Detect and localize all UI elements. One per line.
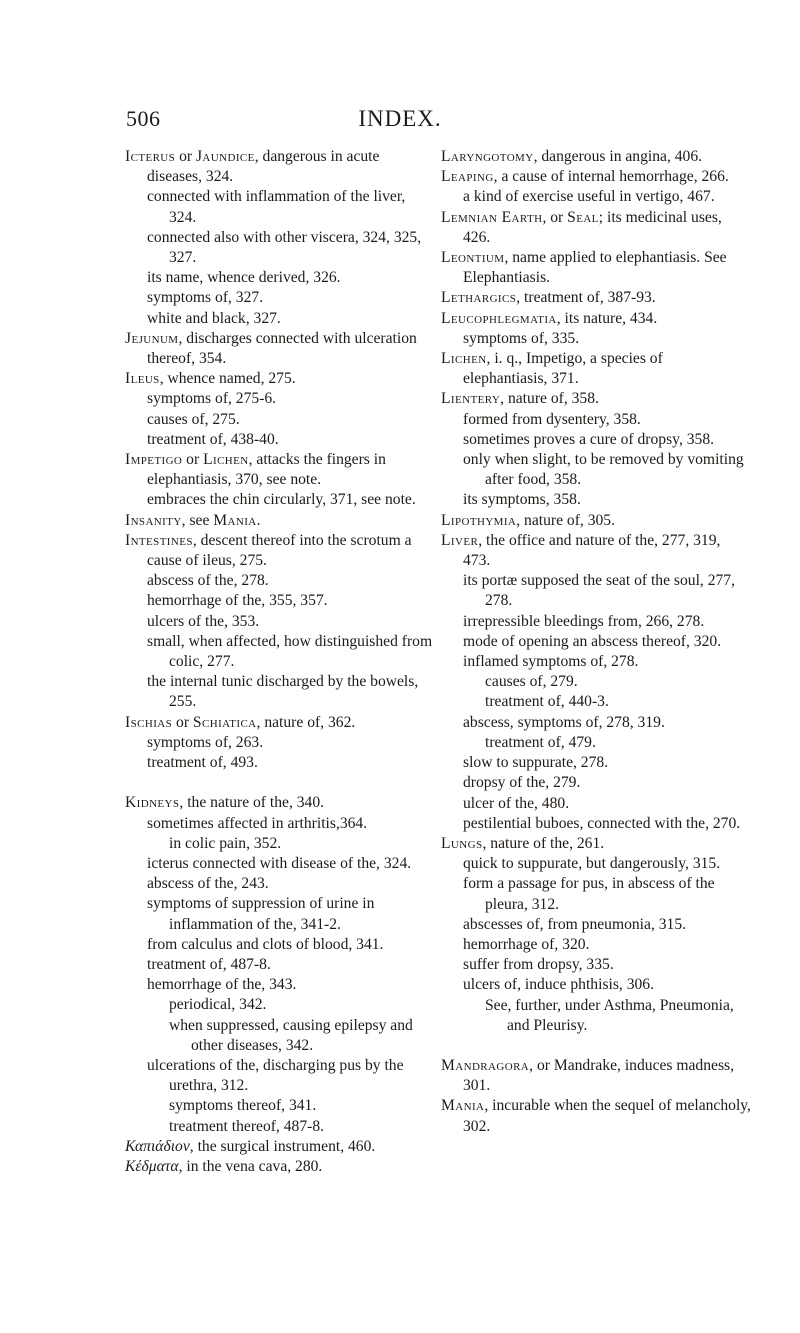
entry-text: , whence named, 275. [159, 370, 296, 388]
index-subentry: hemorrhage of the, 355, 357. [147, 592, 328, 610]
index-entry [125, 1137, 435, 1157]
index-subentry: abscesses of, from pneumonia, 315. [463, 915, 687, 933]
index-subentry: its portæ supposed the seat of the soul, 277, 278. [463, 572, 735, 610]
entry-headword: Κέδματα [125, 1157, 179, 1175]
entry-headword: Leontium [441, 249, 505, 267]
index-subentry: the internal tunic discharged by the bowels, 255. [147, 673, 419, 711]
entry-headword: Icterus [125, 148, 176, 165]
index-subentry: treatment of, 440-3. [485, 693, 609, 711]
entry-text: , name applied to elephantiasis. See Elephantiasis. [463, 249, 727, 287]
page-number: 506 [126, 106, 161, 131]
index-entry [125, 369, 435, 389]
entry-text: , dangerous in acute diseases, 324. [147, 148, 380, 186]
entry-text: , nature of the, 261. [482, 834, 605, 852]
index-subentry: when suppressed, causing epilepsy and other diseases, 342. [169, 1016, 413, 1054]
index-subentry: dropsy of the, 279. [463, 774, 581, 792]
index-entry [441, 208, 751, 248]
index-subentry: treatment thereof, 487-8. [169, 1117, 325, 1135]
entry-text: , the office and nature of the, 277, 319, 473. [463, 531, 721, 570]
index-subentry: symptoms of, 335. [463, 329, 580, 347]
entry-text: , or Mandrake, induces madness, 301. [463, 1056, 734, 1095]
index-entry [125, 531, 435, 571]
index-subentry: sometimes proves a cure of dropsy, 358. [463, 430, 715, 448]
entry-text: , treatment of, 387-93. [516, 289, 656, 307]
index-subentry: periodical, 342. [169, 996, 267, 1014]
index-subentry: its symptoms, 358. [463, 491, 581, 509]
index-subentry: symptoms of, 275-6. [147, 390, 277, 408]
entry-text: or [175, 148, 196, 165]
entry-text: , see [181, 511, 214, 529]
index-entry [441, 531, 751, 571]
index-entry [441, 309, 751, 329]
entry-headword: Insanity [125, 511, 182, 529]
index-subentry: See, further, under Asthma, Pneumonia, and Pleurisy. [485, 996, 734, 1034]
index-subentry: symptoms of, 263. [147, 733, 264, 751]
entry-text: , attacks the fingers in elephantiasis, 370, see note. [147, 451, 386, 489]
entry-headword: Lethargics [441, 289, 517, 307]
index-entry [125, 329, 435, 369]
entry-text: , a cause of internal hemorrhage, 266. [493, 168, 729, 186]
index-subentry: quick to suppurate, but dangerously, 315. [463, 855, 721, 873]
entry-headword: Ileus [125, 370, 160, 388]
entry-text: , its nature, 434. [556, 309, 658, 327]
entry-headword: Impetigo [125, 451, 183, 469]
index-subentry: abscess of the, 278. [147, 572, 269, 590]
index-entry [125, 793, 435, 813]
index-subentry: treatment of, 438-40. [147, 430, 279, 448]
index-entry [441, 248, 751, 288]
index-entry [441, 288, 751, 308]
index-subentry: hemorrhage of, 320. [463, 935, 590, 953]
index-subentry: treatment of, 479. [485, 733, 596, 751]
index-subentry: symptoms of, 327. [147, 289, 264, 307]
entry-headword: Leucophlegmatia [441, 309, 557, 327]
entry-text: ; its medicinal uses, 426. [463, 208, 722, 246]
entry-headword: Lungs [441, 834, 483, 852]
index-subentry: ulcerations of the, discharging pus by the urethra, 312. [147, 1056, 404, 1095]
entry-text: , discharges connected with ulceration thereof, 354. [147, 329, 417, 368]
index-subentry: hemorrhage of the, 343. [147, 976, 297, 994]
index-subentry: only when slight, to be removed by vomiting after food, 358. [463, 451, 744, 489]
entry-headword: Seal [567, 208, 599, 226]
index-subentry: pestilential buboes, connected with the, 270. [463, 814, 741, 832]
page-title: INDEX. [358, 106, 442, 131]
index-subentry: form a passage for pus, in abscess of the pleura, 312. [463, 875, 715, 913]
entry-headword: Liver [441, 531, 479, 549]
index-subentry: irrepressible bleedings from, 266, 278. [463, 612, 705, 630]
entry-headword: Mania [213, 511, 257, 529]
index-entry [441, 834, 751, 854]
entry-headword: Lichen [203, 451, 249, 469]
index-subentry: ulcers of, induce phthisis, 306. [463, 976, 654, 994]
entry-text: , the nature of the, 340. [179, 794, 325, 812]
entry-headword: Intestines [125, 531, 193, 549]
index-entry [441, 1096, 751, 1136]
index-entry [441, 1056, 751, 1096]
entry-headword: Καπιάδιον [125, 1137, 190, 1155]
index-subentry: a kind of exercise useful in vertigo, 467. [463, 188, 715, 206]
entry-text: , incurable when the sequel of melancholy, 302. [463, 1097, 751, 1135]
entry-headword: Lichen [441, 350, 487, 368]
index-entry [125, 147, 435, 187]
index-subentry: embraces the chin circularly, 371, see note. [147, 491, 416, 509]
index-column-right [441, 147, 751, 1137]
index-subentry: its name, whence derived, 326. [147, 269, 341, 287]
index-entry [441, 389, 751, 409]
index-subentry: connected with inflammation of the liver, 324. [147, 188, 406, 226]
entry-headword: Mandragora [441, 1056, 530, 1074]
index-subentry: inflamed symptoms of, 278. [463, 653, 639, 671]
entry-text: , dangerous in angina, 406. [533, 148, 703, 165]
entry-text: , descent thereof into the scrotum a cause of ileus, 275. [147, 531, 412, 570]
entry-text: or [172, 713, 193, 731]
entry-text: , nature of, 358. [500, 390, 599, 408]
entry-headword: Kidneys [125, 794, 180, 812]
entry-text: , or [542, 208, 568, 226]
index-subentry: ulcer of the, 480. [463, 794, 570, 812]
entry-headword: Mania [441, 1097, 485, 1115]
index-subentry: white and black, 327. [147, 309, 281, 327]
index-subentry: causes of, 279. [485, 673, 578, 691]
index-subentry: mode of opening an abscess thereof, 320. [463, 632, 722, 650]
index-subentry: icterus connected with disease of the, 324. [147, 854, 412, 872]
index-column-left [125, 147, 435, 1177]
entry-text: , in the vena cava, 280. [178, 1157, 323, 1175]
entry-headword: Lipothymia [441, 511, 517, 529]
index-subentry: causes of, 275. [147, 410, 240, 428]
entry-headword: Ischias [125, 713, 173, 731]
index-subentry: ulcers of the, 353. [147, 612, 260, 630]
index-subentry: treatment of, 493. [147, 754, 258, 772]
index-subentry: in colic pain, 352. [169, 834, 282, 852]
entry-headword: Laryngotomy [441, 148, 534, 165]
entry-headword: Lemnian Earth [441, 208, 543, 226]
index-entry [125, 1157, 435, 1177]
entry-text: or [182, 451, 204, 469]
index-entry [441, 349, 751, 389]
index-entry [125, 511, 435, 531]
index-subentry: small, when affected, how distinguished from colic, 277. [147, 632, 433, 671]
index-subentry: symptoms of suppression of urine in inflammation of the, 341-2. [147, 895, 375, 933]
entry-text: , nature of, 305. [516, 511, 615, 529]
index-entry [441, 147, 751, 167]
entry-text: , the surgical instrument, 460. [189, 1137, 376, 1155]
index-entry [441, 167, 751, 187]
index-entry [125, 713, 435, 733]
entry-headword: Jaundice [195, 148, 255, 165]
index-subentry: abscess, symptoms of, 278, 319. [463, 713, 665, 731]
index-entry [441, 511, 751, 531]
entry-text: , nature of, 362. [256, 713, 356, 731]
entry-headword: Lientery [441, 390, 501, 408]
index-subentry: slow to suppurate, 278. [463, 754, 609, 772]
page-header [0, 106, 800, 136]
index-entry [125, 450, 435, 490]
entry-text: . [256, 511, 261, 529]
entry-headword: Leaping [441, 168, 494, 186]
index-subentry: abscess of the, 243. [147, 875, 269, 893]
entry-text: , i. q., Impetigo, a species of elephantiasis, 371. [463, 350, 663, 388]
index-subentry: symptoms thereof, 341. [169, 1097, 317, 1115]
index-subentry: suffer from dropsy, 335. [463, 956, 614, 974]
index-subentry: treatment of, 487-8. [147, 955, 271, 973]
index-subentry: formed from dysentery, 358. [463, 410, 641, 428]
entry-headword: Schiatica [192, 713, 257, 731]
entry-headword: Jejunum [125, 329, 179, 347]
index-subentry: connected also with other viscera, 324, 325, 327. [147, 228, 422, 267]
index-subentry: sometimes affected in arthritis,364. [147, 814, 368, 832]
index-subentry: from calculus and clots of blood, 341. [147, 935, 384, 953]
